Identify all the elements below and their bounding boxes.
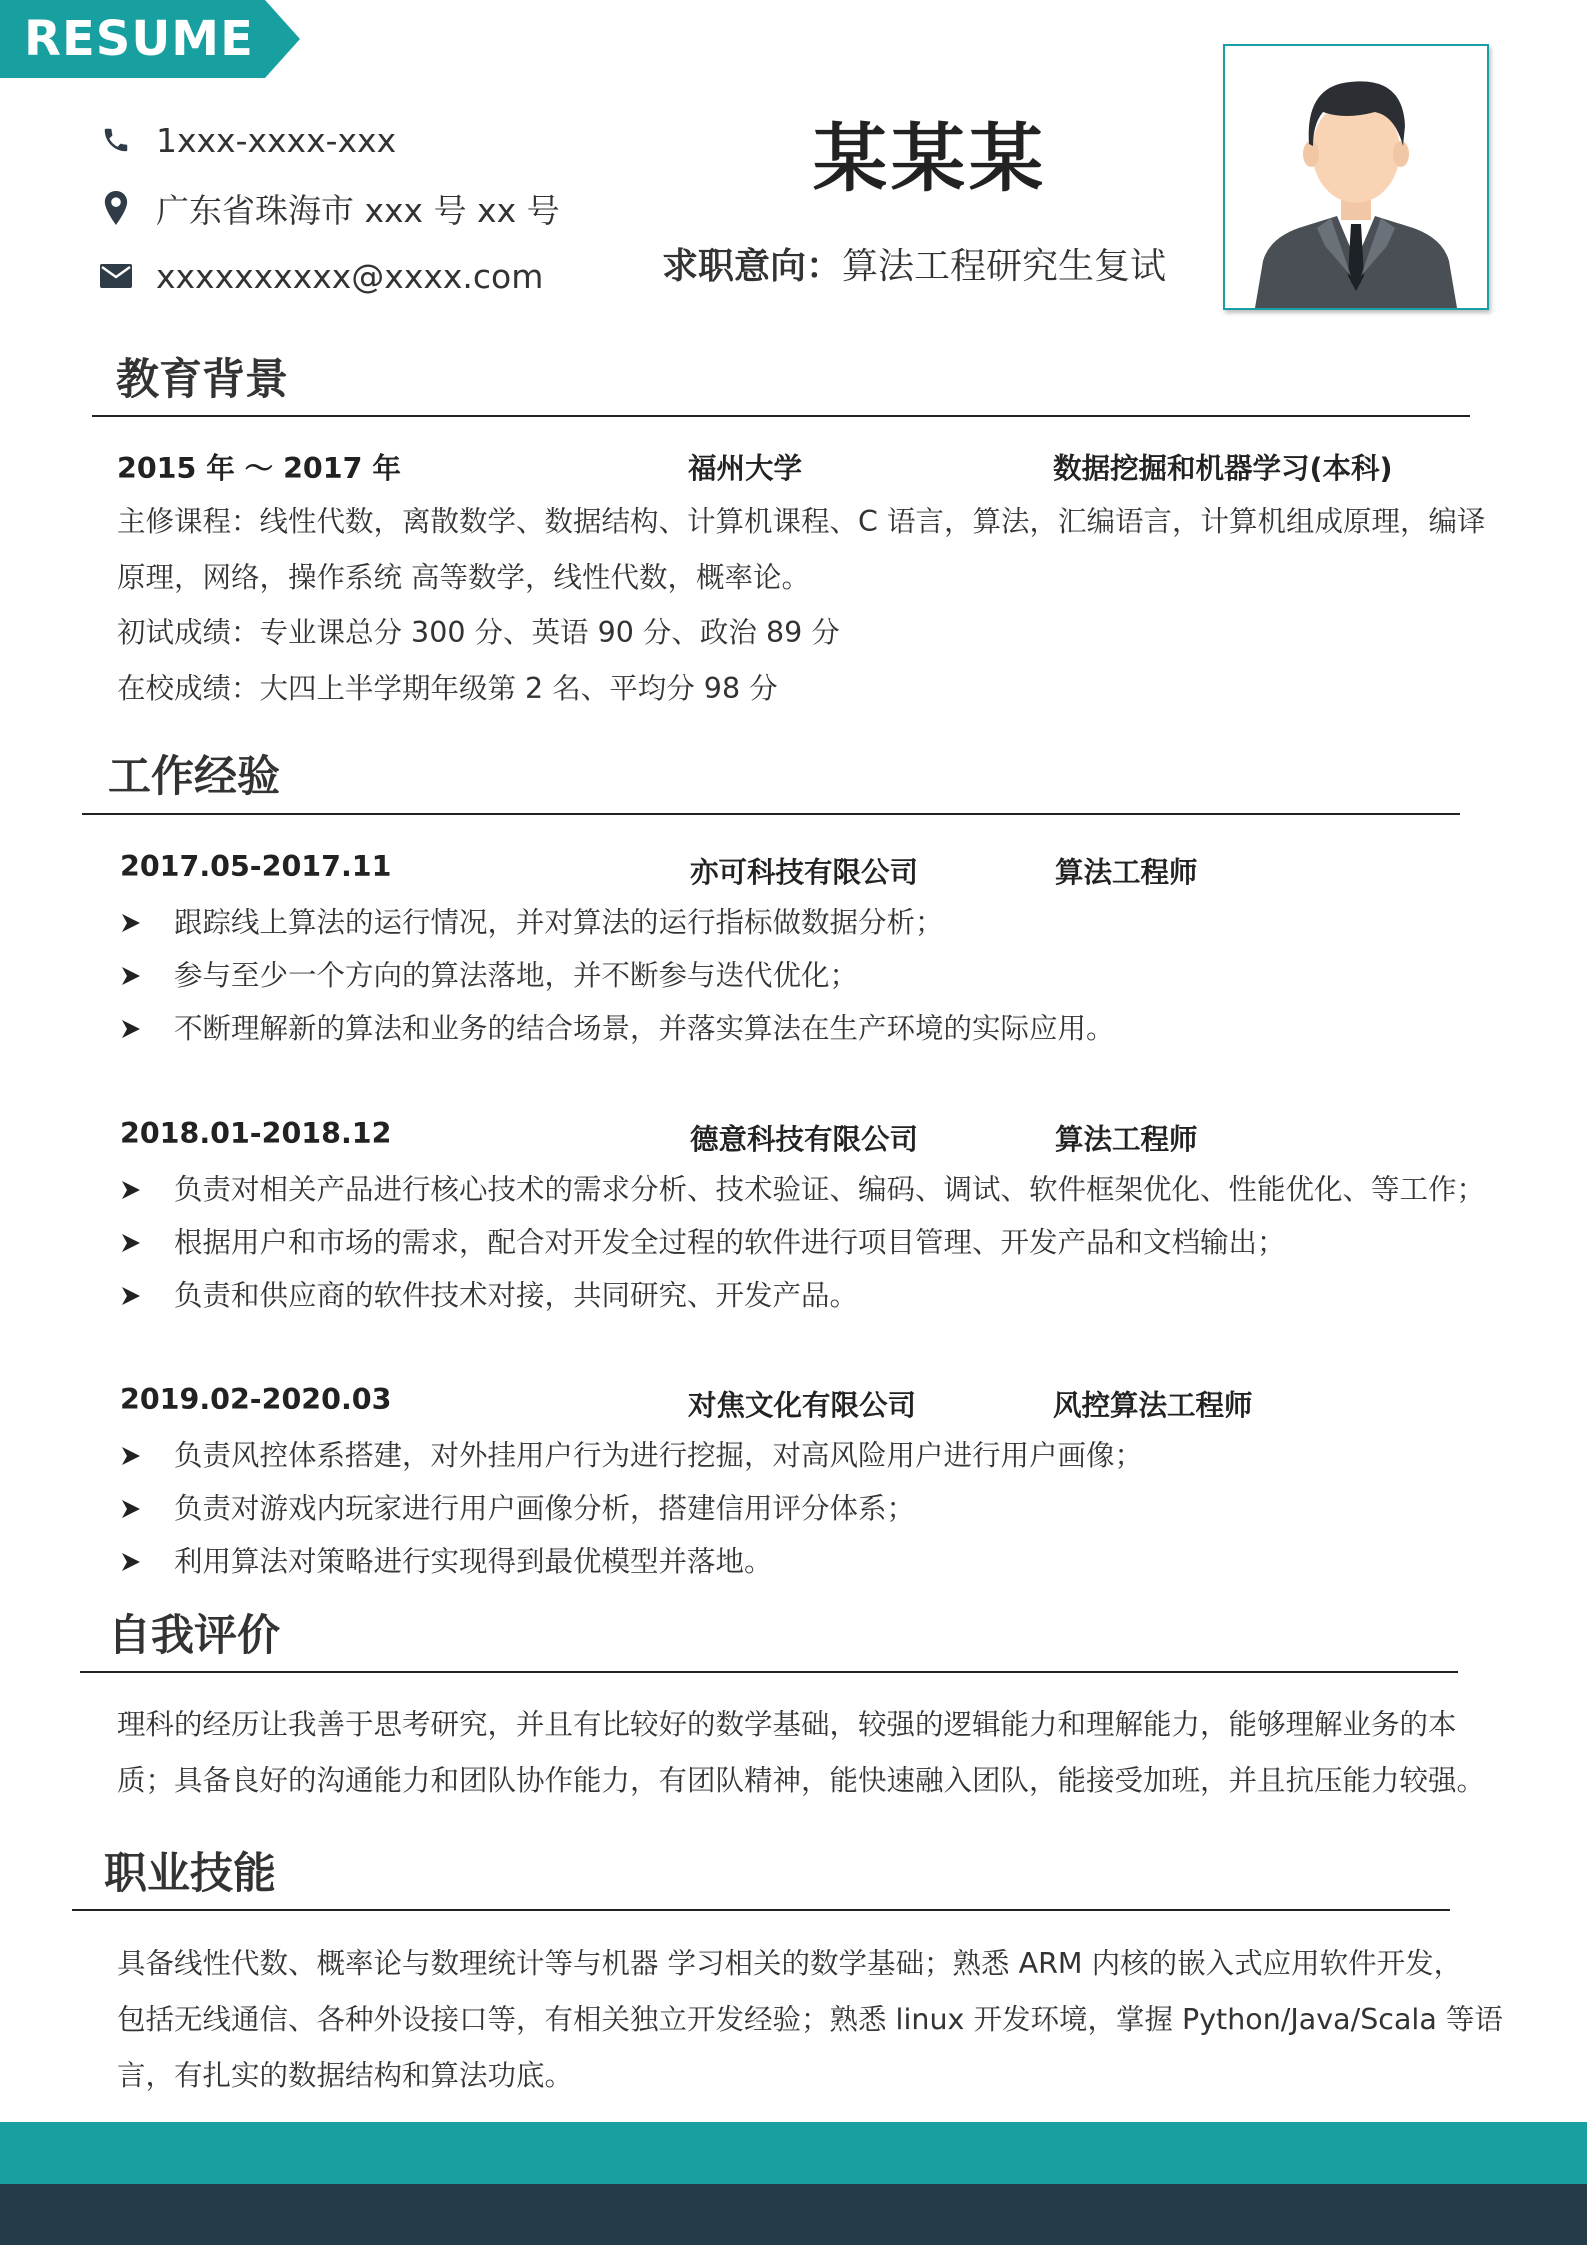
- arrow-bullet-icon: [120, 912, 142, 934]
- resume-label: RESUME: [24, 11, 254, 67]
- profile-photo: [1223, 44, 1489, 310]
- address-text: 广东省珠海市 xxx 号 xx 号: [156, 190, 560, 230]
- work-title: 工作经验: [108, 752, 280, 802]
- arrow-bullet-icon: [120, 1018, 142, 1040]
- footer-band-dark: [0, 2184, 1587, 2245]
- education-major: 数据挖掘和机器学习(本科): [1053, 452, 1393, 485]
- phone-number: 1xxx-xxxx-xxx: [156, 120, 397, 160]
- self-eval-line-2: 质；具备良好的沟通能力和团队协作能力，有团队精神，能快速融入团队，能接受加班，并且抗压能力较强。: [117, 1764, 1486, 1797]
- job-duties: [120, 1429, 1143, 1588]
- arrow-bullet-icon: [120, 965, 142, 987]
- job-company: 德意科技有限公司: [690, 1123, 919, 1156]
- skills-line-3: 言，有扎实的数据结构和算法功底。: [117, 2059, 574, 2092]
- job-company: 亦可科技有限公司: [690, 856, 919, 889]
- footer-band-teal: [0, 2122, 1587, 2184]
- job-period: 2019.02-2020.03: [120, 1383, 392, 1416]
- job-duty-item: 负责风控体系搭建，对外挂用户行为进行挖掘，对高风险用户进行用户画像；: [120, 1429, 1143, 1482]
- job-duty-item: 利用算法对策略进行实现得到最优模型并落地。: [120, 1535, 1143, 1588]
- avatar-illustration: [1225, 46, 1487, 308]
- education-courses-line-1: 主修课程：线性代数，离散数学、数据结构、计算机课程、C 语言，算法，汇编语言，计算机组成原理，编译: [117, 505, 1486, 538]
- self-eval-title: 自我评价: [108, 1611, 280, 1661]
- job-duty-item: 负责和供应商的软件技术对接，共同研究、开发产品。: [120, 1269, 1485, 1322]
- job-duty-item: 负责对游戏内玩家进行用户画像分析，搭建信用评分体系；: [120, 1482, 1143, 1535]
- arrow-bullet-icon: [120, 1285, 142, 1307]
- job-duty-item: 不断理解新的算法和业务的结合场景，并落实算法在生产环境的实际应用。: [120, 1002, 1115, 1055]
- contact-address: [96, 182, 560, 234]
- contact-email: [96, 250, 543, 302]
- job-company: 对焦文化有限公司: [688, 1389, 917, 1422]
- education-courses-line-2: 原理，网络，操作系统 高等数学，线性代数，概率论。: [117, 561, 811, 594]
- job-duty-item: 跟踪线上算法的运行情况，并对算法的运行指标做数据分析；: [120, 896, 1115, 949]
- education-school-scores: 在校成绩：大四上半学期年级第 2 名、平均分 98 分: [117, 672, 778, 705]
- phone-icon: [96, 120, 136, 160]
- education-period: 2015 年 ～ 2017 年: [117, 452, 401, 485]
- education-exam-scores: 初试成绩：专业课总分 300 分、英语 90 分、政治 89 分: [117, 616, 840, 649]
- job-role: 风控算法工程师: [1053, 1389, 1253, 1422]
- job-duty-item: 负责对相关产品进行核心技术的需求分析、技术验证、编码、调试、软件框架优化、性能优化、等工作；: [120, 1163, 1485, 1216]
- candidate-name: 某某某: [813, 116, 1047, 202]
- arrow-bullet-icon: [120, 1498, 142, 1520]
- work-divider: [82, 813, 1460, 815]
- arrow-bullet-icon: [120, 1232, 142, 1254]
- arrow-bullet-icon: [120, 1551, 142, 1573]
- email-address: xxxxxxxxxx@xxxx.com: [156, 256, 544, 296]
- contact-phone: [96, 114, 396, 166]
- job-intent: [662, 238, 1166, 289]
- job-duties: [120, 1163, 1485, 1322]
- self-eval-divider: [80, 1671, 1458, 1673]
- job-intent-label: 求职意向：: [662, 246, 843, 287]
- job-period: 2017.05-2017.11: [120, 850, 392, 883]
- job-role: 算法工程师: [1055, 856, 1198, 889]
- envelope-icon: [96, 256, 136, 296]
- skills-line-1: 具备线性代数、概率论与数理统计等与机器 学习相关的数学基础；熟悉 ARM 内核的嵌入式应用软件开发，: [117, 1947, 1463, 1980]
- job-duty-item: 参与至少一个方向的算法落地，并不断参与迭代优化；: [120, 949, 1115, 1002]
- job-duty-item: 根据用户和市场的需求，配合对开发全过程的软件进行项目管理、开发产品和文档输出；: [120, 1216, 1485, 1269]
- job-intent-value: 算法工程研究生复试: [842, 246, 1167, 287]
- education-divider: [92, 415, 1470, 417]
- education-school: 福州大学: [688, 452, 803, 485]
- arrow-bullet-icon: [120, 1179, 142, 1201]
- job-period: 2018.01-2018.12: [120, 1117, 392, 1150]
- skills-line-2: 包括无线通信、各种外设接口等，有相关独立开发经验；熟悉 linux 开发环境，掌握 Python/Java/Scala 等语: [117, 2003, 1503, 2036]
- job-role: 算法工程师: [1055, 1123, 1198, 1156]
- education-title: 教育背景: [116, 355, 288, 405]
- location-pin-icon: [96, 188, 136, 228]
- job-duties: [120, 896, 1115, 1055]
- self-eval-line-1: 理科的经历让我善于思考研究，并且有比较好的数学基础，较强的逻辑能力和理解能力，能够理解业务的本: [117, 1708, 1457, 1741]
- skills-divider: [72, 1909, 1450, 1911]
- skills-title: 职业技能: [104, 1849, 276, 1899]
- arrow-bullet-icon: [120, 1445, 142, 1467]
